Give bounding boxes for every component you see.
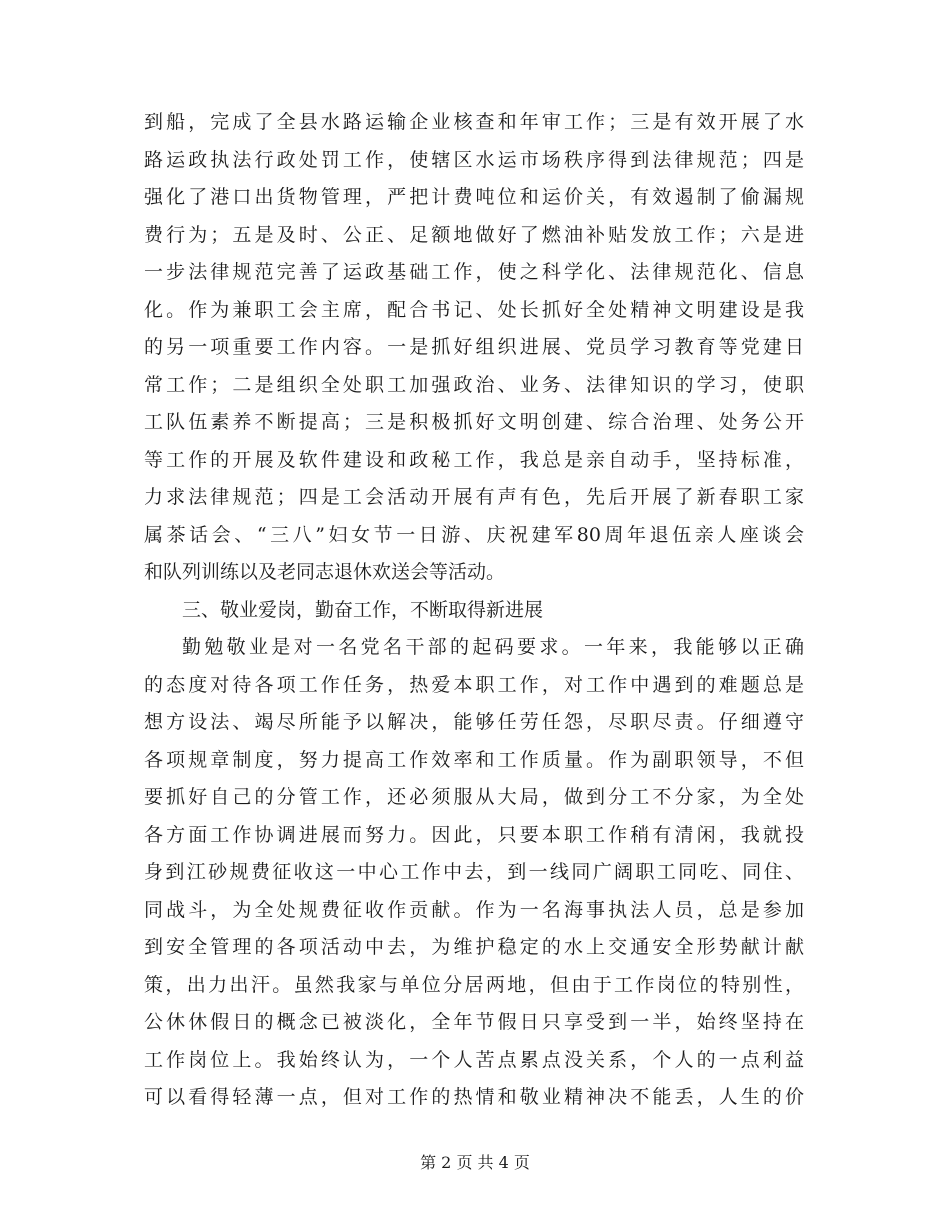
text-line: 到船，完成了全县水路运输企业核查和年审工作；三是有效开展了水 xyxy=(144,111,804,133)
text-line: 费行为；五是及时、公正、足额地做好了燃油补贴发放工作；六是进 xyxy=(144,223,804,246)
text-line: 一步法律规范完善了运政基础工作，使之科学化、法律规范化、信息 xyxy=(144,261,804,283)
text-line: 公休休假日的概念已被淡化，全年节假日只享受到一半，始终坚持在 xyxy=(144,1011,804,1033)
text-line: 想方设法、竭尽所能予以解决，能够任劳任怨，尽职尽责。仔细遵守 xyxy=(144,711,804,733)
text-line: 的另一项重要工作内容。一是抓好组织进展、党员学习教育等党建日 xyxy=(144,336,804,358)
text-line: 身到江砂规费征收这一中心工作中去，到一线同广阔职工同吃、同住、 xyxy=(144,861,804,883)
text-line: 力求法律规范；四是工会活动开展有声有色，先后开展了新春职工家 xyxy=(144,486,804,508)
text-line: 各方面工作协调进展而努力。因此，只要本职工作稍有清闲，我就投 xyxy=(144,823,804,846)
text-line: 到安全管理的各项活动中去，为维护稳定的水上交通安全形势献计献 xyxy=(144,936,804,958)
text-line: 可以看得轻薄一点，但对工作的热情和敬业精神决不能丢，人生的价 xyxy=(144,1086,804,1108)
text-line: 同战斗，为全处规费征收作贡献。作为一名海事执法人员，总是参加 xyxy=(144,898,804,921)
text-line: 要抓好自己的分管工作，还必须服从大局，做到分工不分家，为全处 xyxy=(144,786,804,808)
paragraph xyxy=(144,592,804,630)
text-line: 策，出力出汗。虽然我家与单位分居两地，但由于工作岗位的特别性， xyxy=(144,973,804,996)
text-line: 属茶话会、“三八”妇女节一日游、庆祝建军80周年退伍亲人座谈会 xyxy=(144,523,804,546)
text-line: 强化了港口出货物管理，严把计费吨位和运价关，有效遏制了偷漏规 xyxy=(144,186,804,208)
text-line: 工队伍素养不断提高；三是积极抓好文明创建、综合治理、处务公开 xyxy=(144,411,804,433)
text-line: 工作岗位上。我始终认为，一个人苦点累点没关系，个人的一点利益 xyxy=(144,1048,804,1071)
page-footer: 第 2 页 共 4 页 xyxy=(420,1153,530,1172)
paragraph xyxy=(144,104,804,592)
body-text xyxy=(144,104,804,1117)
text-line: 路运政执法行政处罚工作，使辖区水运市场秩序得到法律规范；四是 xyxy=(144,148,804,171)
text-line: 三、敬业爱岗，勤奋工作，不断取得新进展 xyxy=(182,598,544,621)
text-line: 的态度对待各项工作任务，热爱本职工作，对工作中遇到的难题总是 xyxy=(144,673,804,696)
paragraph xyxy=(144,629,804,1117)
text-line: 等工作的开展及软件建设和政秘工作，我总是亲自动手，坚持标准， xyxy=(144,448,804,471)
text-line: 勤勉敬业是对一名党名干部的起码要求。一年来，我能够以正确 xyxy=(182,636,804,658)
text-line: 常工作；二是组织全处职工加强政治、业务、法律知识的学习，使职 xyxy=(144,373,804,396)
text-line: 各项规章制度，努力提高工作效率和工作质量。作为副职领导，不但 xyxy=(144,748,804,771)
text-line: 化。作为兼职工会主席，配合书记、处长抓好全处精神文明建设是我 xyxy=(144,298,804,321)
text-line: 和队列训练以及老同志退休欢送会等活动。 xyxy=(144,561,506,583)
